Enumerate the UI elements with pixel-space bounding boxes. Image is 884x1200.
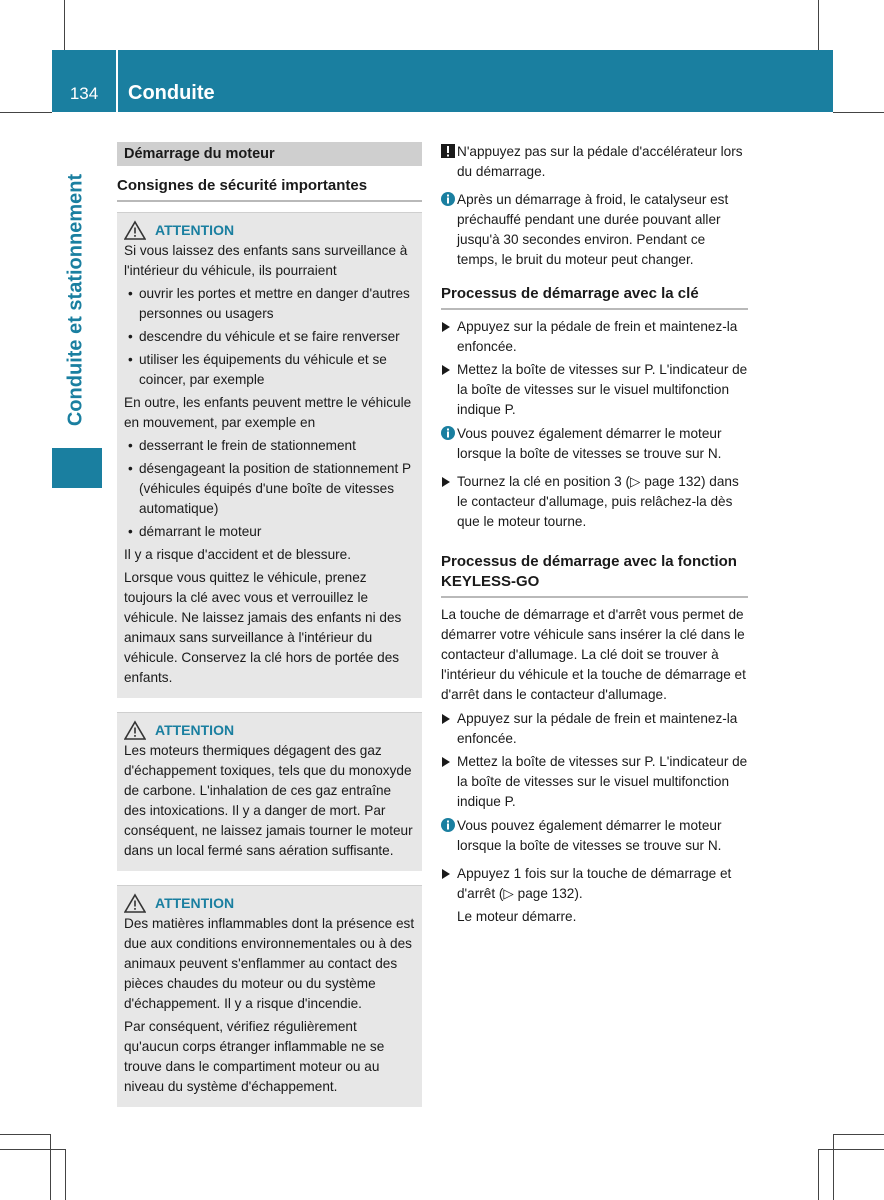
crop-mark bbox=[833, 1134, 834, 1200]
step-result: Le moteur démarre. bbox=[457, 909, 577, 924]
warning-box-children bbox=[117, 212, 422, 698]
arrow-step-icon bbox=[442, 714, 450, 724]
warning-label: ATTENTION bbox=[155, 722, 235, 738]
arrow-step-icon bbox=[442, 757, 450, 767]
info-note: Après un démarrage à froid, le catalyseur est préchauffé pendant une durée pouvant aller jusqu'à 30 secondes environ. Pendant ce temps, le bruit du moteur peut changer. bbox=[441, 190, 748, 270]
warning-label: ATTENTION bbox=[155, 222, 235, 238]
arrow-step-icon bbox=[442, 477, 450, 487]
list-item: • ouvrir les portes et mettre en danger d'autres personnes ou usagers bbox=[128, 286, 410, 321]
crop-mark bbox=[0, 112, 52, 113]
info-note: Vous pouvez également démarrer le moteur lorsque la boîte de vitesses se trouve sur N. bbox=[441, 816, 748, 856]
step-item: Mettez la boîte de vitesses sur P. L'indicateur de la boîte de vitesses sur le visuel multifonction indique P. bbox=[441, 752, 748, 812]
warning-text: Des matières inflammables dont la présence est due aux conditions environnementales ou à des animaux peuvent s'enflammer au contact des pièces chaudes du moteur ou du système d'échappement. Il y a risque d'incendie. bbox=[124, 916, 415, 1011]
warning-text: Par conséquent, vérifiez régulièrement qu'aucun corps étranger inflammable ne se trouve dans le compartiment moteur ou au niveau du système d'échappement. bbox=[124, 1019, 385, 1094]
warning-text: Si vous laissez des enfants sans surveillance à l'intérieur du véhicule, ils pourraient bbox=[124, 243, 408, 278]
warning-text: Lorsque vous quittez le véhicule, prenez toujours la clé avec vous et verrouillez le véhicule. Ne laissez jamais des enfants ni des animaux sans surveillance à l'intérieur du véhicule. Conservez la clé hors de portée des enfants. bbox=[124, 570, 402, 685]
crop-mark bbox=[50, 1134, 51, 1200]
list-item: • désengageant la position de stationnement P (véhicules équipés d'une boîte de vitesses automatique) bbox=[128, 461, 411, 516]
list-item: • desserrant le frein de stationnement bbox=[128, 438, 356, 453]
crop-mark bbox=[65, 1149, 66, 1200]
caution-icon bbox=[441, 144, 455, 158]
warning-header bbox=[124, 892, 415, 914]
page-title: Conduite bbox=[128, 82, 215, 104]
crop-mark bbox=[0, 1149, 65, 1150]
bullet-list bbox=[124, 436, 415, 542]
chapter-tab-marker bbox=[52, 448, 102, 488]
header-divider bbox=[116, 50, 118, 112]
crop-mark bbox=[0, 1134, 50, 1135]
info-icon bbox=[441, 426, 455, 440]
crop-mark bbox=[64, 0, 65, 50]
list-item: • utiliser les équipements du véhicule et se coincer, par exemple bbox=[128, 352, 387, 387]
subheading-safety: Consignes de sécurité importantes bbox=[117, 176, 422, 202]
caution-note: N'appuyez pas sur la pédale d'accélérateur lors du démarrage. bbox=[441, 142, 748, 182]
bullet-list bbox=[124, 284, 415, 390]
warning-triangle-icon bbox=[124, 220, 146, 240]
warning-box-exhaust bbox=[117, 712, 422, 871]
warning-text: En outre, les enfants peuvent mettre le véhicule en mouvement, par exemple en bbox=[124, 395, 412, 430]
crop-mark bbox=[833, 112, 884, 113]
info-icon bbox=[441, 192, 455, 206]
page-number: 134 bbox=[69, 84, 99, 103]
paragraph: La touche de démarrage et d'arrêt vous permet de démarrer votre véhicule sans insérer la clé dans le contacteur d'allumage. La clé doit se trouver à l'intérieur du véhicule et la touche de démarrage et d'arrêt dans le contacteur d'allumage. bbox=[441, 607, 746, 702]
warning-label: ATTENTION bbox=[155, 895, 235, 911]
step-item: Mettez la boîte de vitesses sur P. L'indicateur de la boîte de vitesses sur le visuel multifonction indique P. bbox=[441, 360, 748, 420]
warning-box-fire bbox=[117, 885, 422, 1107]
arrow-step-icon bbox=[442, 869, 450, 879]
step-item: Appuyez sur la pédale de frein et maintenez-la enfoncée. bbox=[441, 317, 748, 357]
heading-key-start: Processus de démarrage avec la clé bbox=[441, 284, 748, 310]
right-column bbox=[441, 142, 748, 931]
warning-header bbox=[124, 219, 415, 241]
step-item: Tournez la clé en position 3 (▷ page 132) dans le contacteur d'allumage, puis relâchez-la dès que le moteur tourne. bbox=[441, 472, 748, 532]
crop-mark bbox=[818, 1149, 819, 1200]
crop-mark bbox=[818, 0, 819, 50]
warning-header bbox=[124, 719, 415, 741]
crop-mark bbox=[833, 1134, 884, 1135]
crop-mark bbox=[818, 1149, 884, 1150]
warning-triangle-icon bbox=[124, 893, 146, 913]
arrow-step-icon bbox=[442, 322, 450, 332]
step-item: Appuyez 1 fois sur la touche de démarrage et d'arrêt (▷ page 132). bbox=[441, 864, 748, 904]
arrow-step-icon bbox=[442, 365, 450, 375]
warning-triangle-icon bbox=[124, 720, 146, 740]
heading-keyless-go: Processus de démarrage avec la fonction KEYLESS-GO bbox=[441, 552, 748, 598]
section-title: Démarrage du moteur bbox=[117, 142, 422, 166]
info-note: Vous pouvez également démarrer le moteur lorsque la boîte de vitesses se trouve sur N. bbox=[441, 424, 748, 464]
list-item: • démarrant le moteur bbox=[128, 524, 262, 539]
list-item: • descendre du véhicule et se faire renverser bbox=[128, 329, 400, 344]
step-item: Appuyez sur la pédale de frein et maintenez-la enfoncée. bbox=[441, 709, 748, 749]
left-column bbox=[117, 142, 422, 1107]
info-icon bbox=[441, 818, 455, 832]
chapter-side-label: Conduite et stationnement bbox=[64, 173, 87, 427]
warning-text: Les moteurs thermiques dégagent des gaz d'échappement toxiques, tels que du monoxyde de carbone. L'inhalation de ces gaz entraîne des intoxications. Il y a danger de mort. Par conséquent, ne laissez jamais tourner le moteur dans un local fermé sans aération suffisante. bbox=[124, 743, 413, 858]
warning-text: Il y a risque d'accident et de blessure. bbox=[124, 547, 352, 562]
